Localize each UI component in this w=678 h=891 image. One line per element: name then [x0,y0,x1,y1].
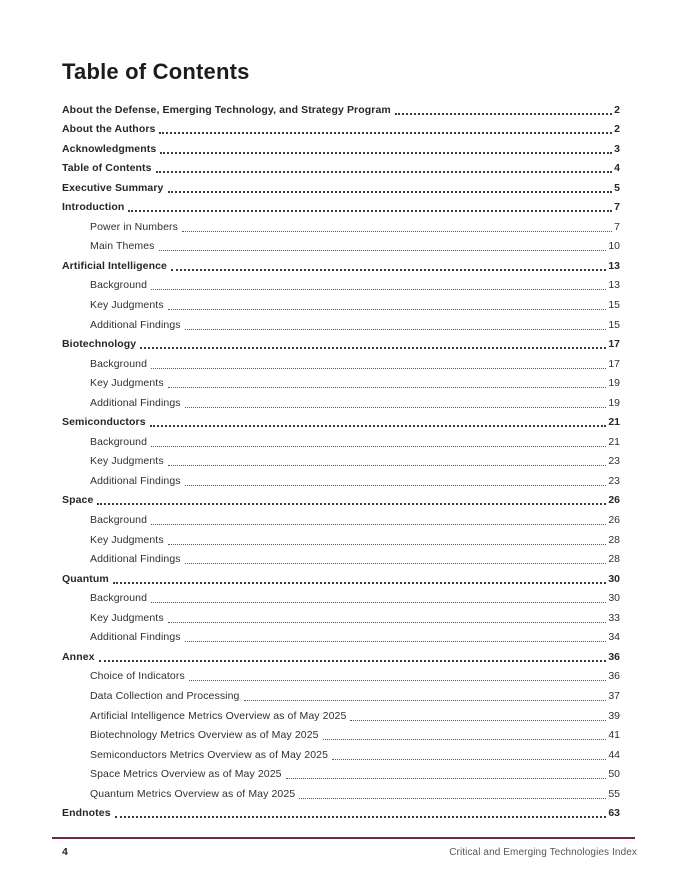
toc-entry-page: 21 [608,435,620,448]
toc-entry-page: 30 [608,592,620,605]
toc-entry[interactable] [62,393,620,413]
dot-leader [160,152,612,154]
toc-entry[interactable] [62,276,620,296]
dot-leader [115,816,607,818]
dot-leader [299,798,606,799]
dot-leader [185,641,607,642]
toc-entry-page: 33 [608,611,620,624]
dot-leader [168,191,613,193]
toc-entry-label: Artificial Intelligence [62,259,167,272]
toc-entry-page: 34 [608,631,620,644]
dot-leader [151,446,606,447]
toc-entry-page: 3 [614,142,620,155]
toc-entry[interactable] [62,452,620,472]
dot-leader [185,563,607,564]
toc-entry[interactable] [62,745,620,765]
toc-entry-label: Background [90,592,148,605]
toc-entry-label: Key Judgments [90,455,164,468]
toc-entry[interactable] [62,726,620,746]
toc-entry-label: Key Judgments [90,377,164,390]
dot-leader [140,347,606,349]
dot-leader [171,269,606,271]
toc-entry-label: Endnotes [62,807,111,820]
toc-entry[interactable] [62,569,620,589]
toc-entry[interactable] [62,471,620,491]
dot-leader [151,524,606,525]
dot-leader [182,231,612,232]
dot-leader [168,309,607,310]
toc-entry[interactable] [62,589,620,609]
dot-leader [168,465,607,466]
toc-entry-label: Additional Findings [90,553,181,566]
dot-leader [156,171,613,173]
toc-entry-label: Biotechnology [62,338,137,351]
dot-leader [185,485,607,486]
toc-entry[interactable] [62,100,620,120]
toc-entry-label: Space [62,494,94,507]
toc-entry[interactable] [62,432,620,452]
toc-entry-label: Key Judgments [90,611,164,624]
toc-entry-page: 13 [608,279,620,292]
toc-entry[interactable] [62,256,620,276]
toc-entry[interactable] [62,608,620,628]
toc-entry-label: Background [90,357,148,370]
toc-entry[interactable] [62,491,620,511]
toc-entry[interactable] [62,374,620,394]
toc-entry-label: Annex [62,650,95,663]
dot-leader [185,407,607,408]
dot-leader [323,739,607,740]
dot-leader [185,329,607,330]
toc-entry-page: 37 [608,689,620,702]
footer-rule [52,837,635,839]
toc-list [62,100,620,823]
toc-entry-label: Additional Findings [90,396,181,409]
footer-page-number: 4 [62,846,68,858]
toc-entry-page: 19 [608,377,620,390]
toc-entry[interactable] [62,706,620,726]
toc-entry[interactable] [62,139,620,159]
footer-doc-title: Critical and Emerging Technologies Index [449,847,637,858]
toc-entry-page: 36 [608,670,620,683]
toc-entry-label: Additional Findings [90,474,181,487]
toc-entry-page: 28 [608,553,620,566]
toc-entry-label: About the Defense, Emerging Technology, and Strategy Program [62,103,391,116]
toc-entry-page: 26 [608,494,620,507]
toc-entry-label: Key Judgments [90,533,164,546]
dot-leader [151,289,606,290]
toc-entry-page: 19 [608,396,620,409]
dot-leader [244,700,607,701]
toc-entry[interactable] [62,198,620,218]
dot-leader [151,368,606,369]
toc-entry-page: 39 [608,709,620,722]
toc-entry-page: 28 [608,533,620,546]
toc-entry-label: Introduction [62,201,125,214]
toc-entry-label: Background [90,514,148,527]
toc-entry-page: 21 [608,416,620,429]
toc-entry-page: 7 [614,201,620,214]
toc-entry-page: 2 [614,103,620,116]
toc-entry-page: 2 [614,123,620,136]
dot-leader [168,387,607,388]
toc-entry-page: 17 [608,338,620,351]
toc-entry-label: Quantum Metrics Overview as of May 2025 [90,787,296,800]
toc-entry-page: 23 [608,455,620,468]
toc-entry-page: 15 [608,318,620,331]
toc-entry-page: 30 [608,572,620,585]
toc-content [62,60,620,823]
toc-entry[interactable] [62,804,620,824]
toc-entry-page: 63 [608,807,620,820]
toc-entry-page: 55 [608,787,620,800]
toc-entry-page: 15 [608,299,620,312]
toc-entry-page: 44 [608,748,620,761]
toc-entry-page: 5 [614,181,620,194]
dot-leader [113,582,607,584]
dot-leader [159,132,612,134]
toc-entry[interactable] [62,335,620,355]
toc-entry[interactable] [62,647,620,667]
dot-leader [189,680,607,681]
dot-leader [168,544,607,545]
toc-entry-label: Table of Contents [62,162,152,175]
toc-entry[interactable] [62,315,620,335]
page-footer [62,846,637,858]
toc-entry[interactable] [62,510,620,530]
toc-entry-label: Biotechnology Metrics Overview as of May 2025 [90,729,319,742]
dot-leader [168,622,607,623]
toc-entry-label: Choice of Indicators [90,670,185,683]
toc-entry-label: Space Metrics Overview as of May 2025 [90,768,282,781]
toc-entry-label: Semiconductors [62,416,146,429]
toc-entry-label: Background [90,279,148,292]
toc-entry-page: 41 [608,729,620,742]
dot-leader [350,720,606,721]
dot-leader [99,660,607,662]
toc-entry-label: Additional Findings [90,631,181,644]
toc-entry-page: 26 [608,514,620,527]
toc-entry-page: 50 [608,768,620,781]
toc-entry-label: Artificial Intelligence Metrics Overview as of May 2025 [90,709,347,722]
toc-entry[interactable] [62,413,620,433]
toc-entry-label: Additional Findings [90,318,181,331]
toc-entry[interactable] [62,667,620,687]
toc-entry[interactable] [62,354,620,374]
toc-entry-label: Acknowledgments [62,142,157,155]
toc-entry-page: 17 [608,357,620,370]
toc-entry-label: Semiconductors Metrics Overview as of May 2025 [90,748,329,761]
toc-entry-page: 23 [608,474,620,487]
toc-entry[interactable] [62,550,620,570]
toc-entry[interactable] [62,120,620,140]
page-title: Table of Contents [62,59,250,84]
toc-entry[interactable] [62,628,620,648]
toc-entry-label: Power in Numbers [90,220,178,233]
toc-entry[interactable] [62,217,620,237]
toc-entry-page: 13 [608,259,620,272]
toc-entry[interactable] [62,784,620,804]
toc-entry[interactable] [62,159,620,179]
dot-leader [97,503,606,505]
toc-entry-label: Key Judgments [90,299,164,312]
toc-entry-page: 4 [614,162,620,175]
toc-entry[interactable] [62,237,620,257]
toc-entry[interactable] [62,295,620,315]
toc-entry-label: Background [90,435,148,448]
toc-entry-label: Main Themes [90,240,155,253]
toc-entry-page: 7 [614,220,620,233]
toc-entry-label: Quantum [62,572,109,585]
toc-entry[interactable] [62,765,620,785]
toc-entry-label: Executive Summary [62,181,164,194]
toc-entry-label: About the Authors [62,123,156,136]
toc-entry[interactable] [62,530,620,550]
toc-entry-page: 10 [608,240,620,253]
dot-leader [286,778,607,779]
dot-leader [159,250,607,251]
dot-leader [128,210,612,212]
toc-entry-label: Data Collection and Processing [90,689,240,702]
dot-leader [395,113,612,115]
dot-leader [150,425,607,427]
toc-entry[interactable] [62,686,620,706]
toc-entry-page: 36 [608,650,620,663]
dot-leader [332,759,606,760]
toc-entry[interactable] [62,178,620,198]
dot-leader [151,602,606,603]
